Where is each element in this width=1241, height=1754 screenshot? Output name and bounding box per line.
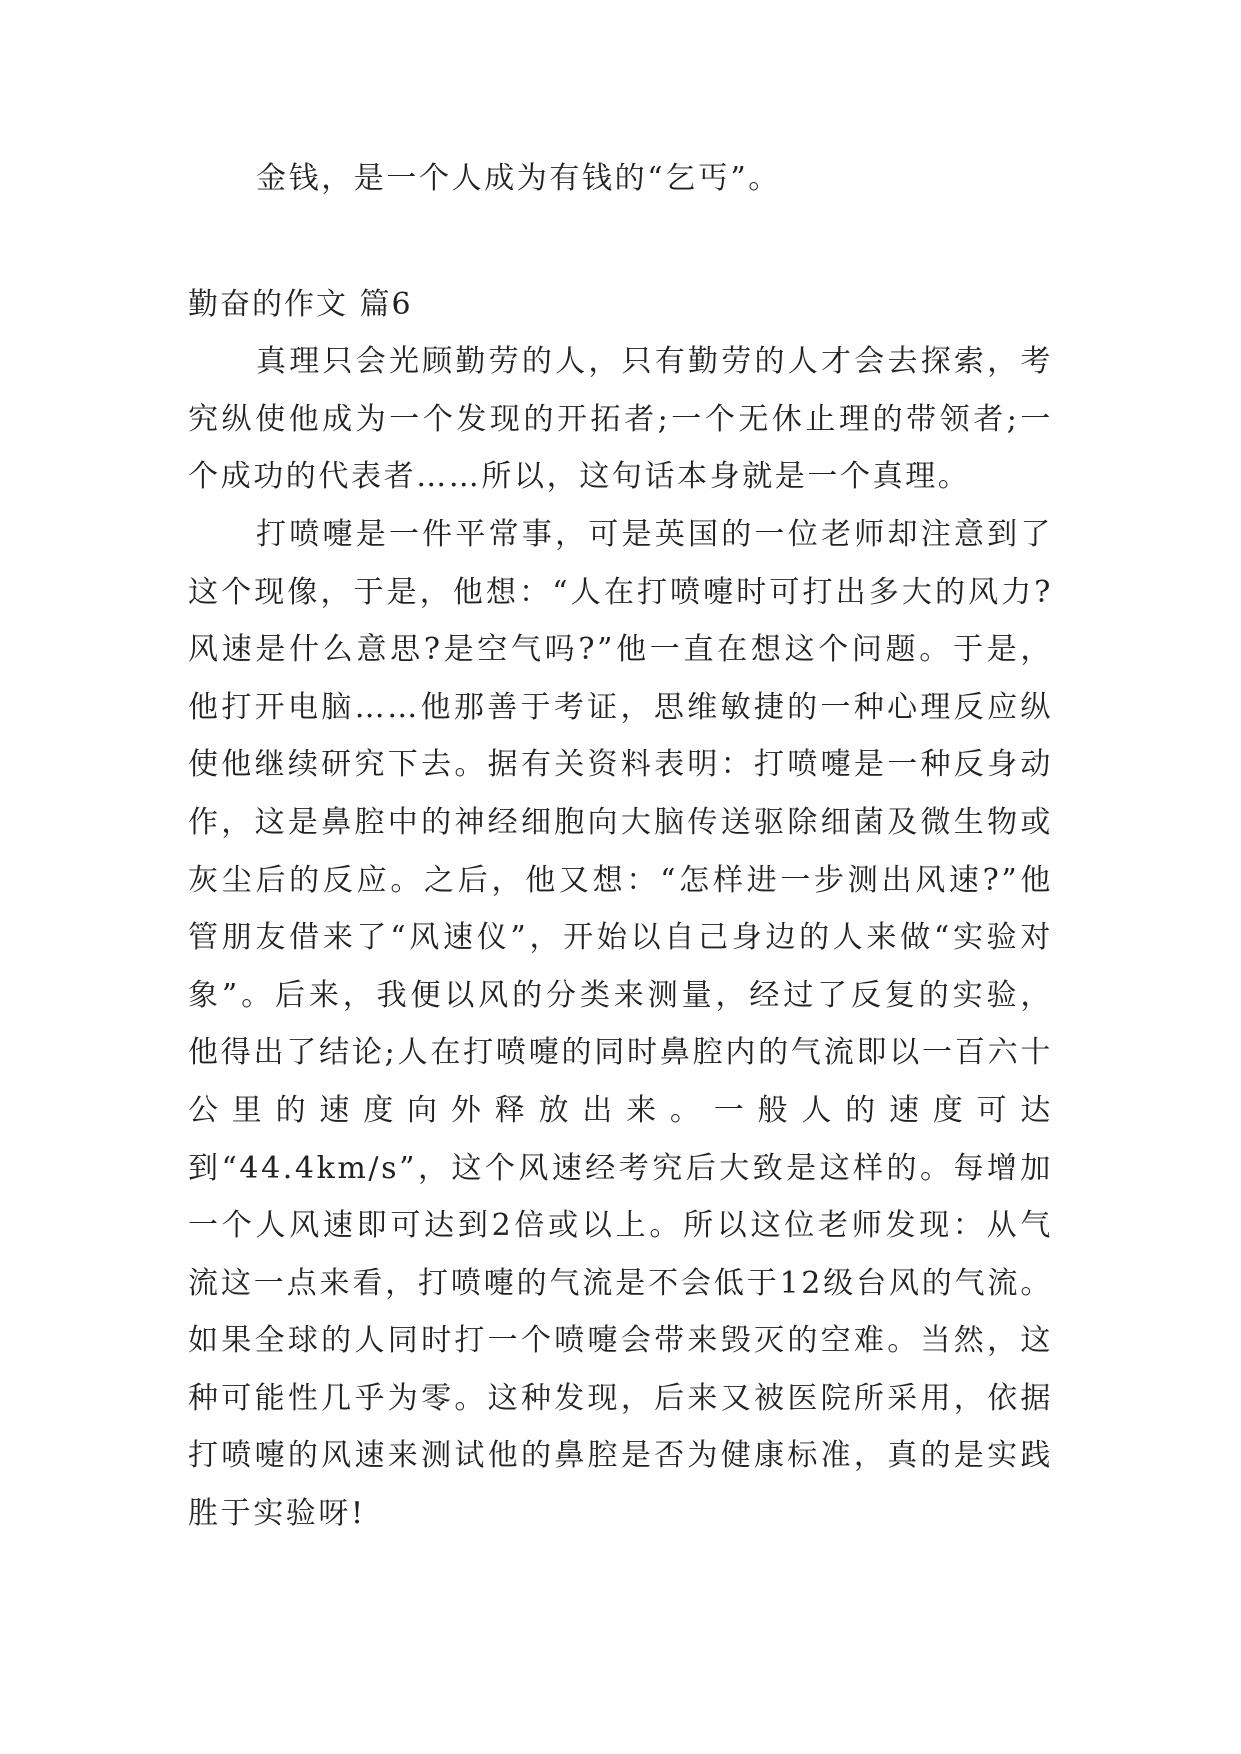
intro-paragraph: 金钱，是一个人成为有钱的“乞丐”。: [256, 161, 781, 196]
paragraph-2: 打喷嚏是一件平常事，可是英国的一位老师却注意到了这个现像，于是，他想：“人在打喷嚏时可打出多大的风力?风速是什么意思?是空气吗?”他一直在想这个问题。于是，他打开电脑……他那善于考证，思维敏捷的一种心理反应纵使他继续研究下去。据有关资料表明：打喷嚏是一种反身动作，这是鼻腔中的神经细胞向大脑传送驱除细菌及微生物或灰尘后的反应。之后，他又想：“怎样进一步测出风速?”他管朋友借来了“风速仪”，开始以自己身边的人来做“实验对象”。后来，我便以风的分类来测量，经过了反复的实验，他得出了结论;人在打喷嚏的同时鼻腔内的气流即以一百六十公里的速度向外释放出来。一般人的速度可达到“44.4km/s”，这个风速经考究后大致是这样的。每增加一个人风速即可达到2倍或以上。所以这位老师发现：从气流这一点来看，打喷嚏的气流是不会低于12级台风的气流。如果全球的人同时打一个喷嚏会带来毁灭的空难。当然，这种可能性几乎为零。这种发现，后来又被医院所采用，依据打喷嚏的风速来测试他的鼻腔是否为健康标准，真的是实践胜于实验呀!: [188, 516, 1053, 1532]
document-body: [188, 150, 1053, 1543]
section-heading: 勤奋的作文 篇6: [188, 286, 413, 322]
paragraph-1: 真理只会光顾勤劳的人，只有勤劳的人才会去探索，考究纵使他成为一个发现的开拓者;一个无休止理的带领者;一个成功的代表者……所以，这句话本身就是一个真理。: [188, 344, 1053, 495]
